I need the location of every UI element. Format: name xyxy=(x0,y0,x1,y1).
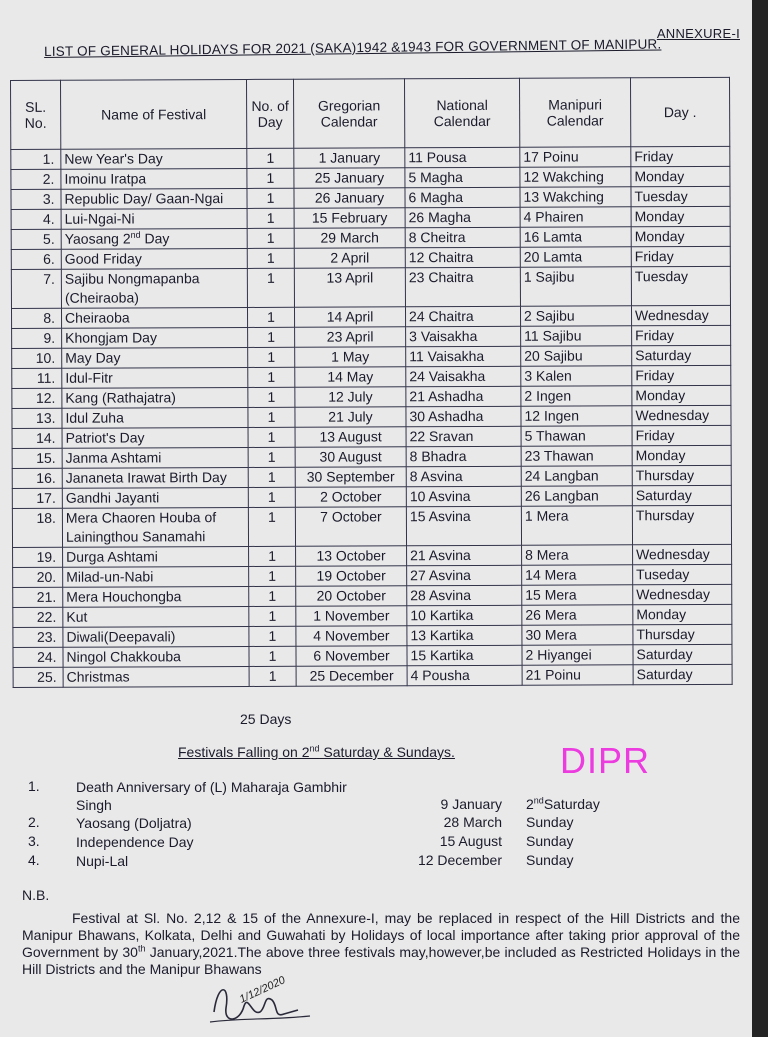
saturday-sunday-list xyxy=(20,778,720,871)
row-manipuri-date: 26 Langban xyxy=(521,486,632,506)
list-item-date: 28 March xyxy=(443,814,502,830)
row-no-of-day: 1 xyxy=(247,148,294,168)
list-item-date: 15 August xyxy=(439,833,502,849)
row-gregorian-date: 25 December xyxy=(296,666,407,686)
row-sl-no: 14. xyxy=(12,428,62,448)
row-no-of-day: 1 xyxy=(247,188,294,208)
header-sl-no: SL. No. xyxy=(11,80,61,149)
row-national-date: 30 Ashadha xyxy=(406,406,521,427)
row-weekday: Thursday xyxy=(632,465,731,485)
row-no-of-day: 1 xyxy=(247,268,294,307)
row-gregorian-date: 13 August xyxy=(295,427,406,447)
row-sl-no: 15. xyxy=(12,448,62,468)
row-no-of-day: 1 xyxy=(247,168,294,188)
row-sl-no: 23. xyxy=(13,627,63,647)
row-gregorian-date: 30 September xyxy=(295,467,406,487)
row-manipuri-date: 8 Mera xyxy=(522,545,633,565)
row-weekday: Wednesday xyxy=(632,405,731,425)
row-no-of-day: 1 xyxy=(248,467,295,487)
row-no-of-day: 1 xyxy=(247,228,294,248)
row-weekday: Friday xyxy=(631,246,730,266)
row-gregorian-date: 26 January xyxy=(294,188,405,208)
row-weekday: Thursday xyxy=(633,624,732,644)
row-national-date: 21 Asvina xyxy=(407,545,522,566)
row-national-date: 22 Sravan xyxy=(406,426,521,447)
row-sl-no: 4. xyxy=(11,209,61,229)
row-no-of-day: 1 xyxy=(247,307,294,327)
row-gregorian-date: 2 April xyxy=(294,248,405,268)
row-national-date: 24 Vaisakha xyxy=(406,366,521,387)
row-sl-no: 21. xyxy=(13,587,63,607)
row-national-date: 24 Chaitra xyxy=(405,306,520,327)
list-item-day: Sunday xyxy=(526,852,574,868)
row-gregorian-date: 13 April xyxy=(294,268,405,307)
row-weekday: Friday xyxy=(632,325,731,345)
header-no-of-day: No. of Day xyxy=(246,79,293,148)
row-sl-no: 20. xyxy=(13,567,63,587)
row-sl-no: 11. xyxy=(12,368,62,388)
row-gregorian-date: 1 November xyxy=(296,606,407,626)
row-no-of-day: 1 xyxy=(249,646,296,666)
row-national-date: 8 Cheitra xyxy=(405,227,520,248)
list-item-day: Sunday xyxy=(526,814,574,830)
list-item xyxy=(20,778,720,814)
header-weekday: Day . xyxy=(630,77,729,146)
row-festival-name: Kut xyxy=(63,606,249,627)
row-manipuri-date: 13 Wakching xyxy=(520,187,631,207)
row-no-of-day: 1 xyxy=(248,487,295,507)
row-festival-name: Christmas xyxy=(63,666,249,687)
list-item-number: 2. xyxy=(28,814,40,830)
row-weekday: Saturday xyxy=(632,485,731,505)
row-national-date: 13 Kartika xyxy=(407,625,522,646)
row-festival-name: Sajibu Nongmapanba (Cheiraoba) xyxy=(61,268,247,308)
list-item-name: Independence Day xyxy=(76,834,194,850)
row-festival-name: Gandhi Jayanti xyxy=(62,487,248,508)
row-manipuri-date: 17 Poinu xyxy=(520,147,631,167)
row-no-of-day: 1 xyxy=(248,507,295,546)
list-item-day: 2ndSaturday xyxy=(526,795,600,812)
row-weekday: Friday xyxy=(631,146,730,166)
row-national-date: 11 Pousa xyxy=(405,147,520,168)
row-national-date: 21 Ashadha xyxy=(406,386,521,407)
row-sl-no: 25. xyxy=(13,667,63,687)
row-gregorian-date: 15 February xyxy=(294,208,405,228)
row-no-of-day: 1 xyxy=(249,666,296,686)
row-no-of-day: 1 xyxy=(248,407,295,427)
row-weekday: Saturday xyxy=(633,664,732,684)
list-item-number: 3. xyxy=(28,833,40,849)
row-festival-name: Jananeta Irawat Birth Day xyxy=(62,467,248,488)
row-weekday: Monday xyxy=(631,226,730,246)
row-no-of-day: 1 xyxy=(249,586,296,606)
nb-label: N.B. xyxy=(22,887,50,903)
row-no-of-day: 1 xyxy=(248,447,295,467)
row-no-of-day: 1 xyxy=(248,387,295,407)
row-national-date: 8 Bhadra xyxy=(406,446,521,467)
row-weekday: Tuesday xyxy=(631,266,730,305)
row-festival-name: Republic Day/ Gaan-Ngai xyxy=(61,188,247,209)
row-no-of-day: 1 xyxy=(248,347,295,367)
header-manipuri: Manipuri Calendar xyxy=(519,78,630,147)
row-manipuri-date: 20 Lamta xyxy=(520,247,631,267)
table-body xyxy=(11,146,732,687)
row-national-date: 23 Chaitra xyxy=(405,267,520,307)
row-national-date: 8 Asvina xyxy=(406,466,521,487)
document-title: LIST OF GENERAL HOLIDAYS FOR 2021 (SAKA)1942 &1943 FOR GOVERNMENT OF MANIPUR. xyxy=(44,36,662,59)
row-national-date: 6 Magha xyxy=(405,187,520,208)
row-sl-no: 12. xyxy=(12,388,62,408)
row-manipuri-date: 30 Mera xyxy=(522,625,633,645)
signature-date: 1/12/2020 xyxy=(237,974,288,1006)
header-gregorian: Gregorian Calendar xyxy=(293,79,404,148)
row-festival-name: New Year's Day xyxy=(61,148,247,169)
row-festival-name: Imoinu Iratpa xyxy=(61,168,247,189)
row-sl-no: 24. xyxy=(13,647,63,667)
row-no-of-day: 1 xyxy=(249,566,296,586)
row-national-date: 5 Magha xyxy=(405,167,520,188)
row-no-of-day: 1 xyxy=(249,546,296,566)
holiday-table xyxy=(10,77,733,688)
row-festival-name: Janma Ashtami xyxy=(62,447,248,468)
row-no-of-day: 1 xyxy=(248,427,295,447)
row-festival-name: Lui-Ngai-Ni xyxy=(61,208,247,229)
row-weekday: Saturday xyxy=(633,644,732,664)
row-manipuri-date: 24 Langban xyxy=(521,466,632,486)
row-manipuri-date: 15 Mera xyxy=(522,585,633,605)
list-item-day: Sunday xyxy=(526,833,574,849)
table-row xyxy=(11,266,730,308)
row-weekday: Thursday xyxy=(632,505,731,544)
list-item-date: 9 January xyxy=(440,796,502,812)
row-weekday: Saturday xyxy=(632,345,731,365)
row-festival-name: Durga Ashtami xyxy=(63,546,249,567)
row-sl-no: 22. xyxy=(13,607,63,627)
row-manipuri-date: 21 Poinu xyxy=(522,665,633,685)
row-national-date: 4 Pousha xyxy=(407,665,522,686)
table-row xyxy=(13,664,732,687)
row-weekday: Monday xyxy=(631,166,730,186)
list-item xyxy=(20,833,720,852)
list-item-name: Yaosang (Doljatra) xyxy=(76,815,192,831)
row-gregorian-date: 2 October xyxy=(295,487,406,507)
row-manipuri-date: 11 Sajibu xyxy=(521,326,632,346)
row-no-of-day: 1 xyxy=(248,367,295,387)
row-manipuri-date: 12 Ingen xyxy=(521,406,632,426)
row-manipuri-date: 16 Lamta xyxy=(520,227,631,247)
row-gregorian-date: 20 October xyxy=(296,586,407,606)
row-gregorian-date: 25 January xyxy=(294,168,405,188)
row-weekday: Wednesday xyxy=(631,305,730,325)
row-gregorian-date: 4 November xyxy=(296,626,407,646)
row-national-date: 26 Magha xyxy=(405,207,520,228)
row-gregorian-date: 1 May xyxy=(295,347,406,367)
saturday-sunday-heading: Festivals Falling on 2nd Saturday & Sundays. xyxy=(178,743,455,760)
row-festival-name: Milad-un-Nabi xyxy=(63,566,249,587)
row-weekday: Tuseday xyxy=(633,564,732,584)
row-sl-no: 2. xyxy=(11,169,61,189)
row-gregorian-date: 6 November xyxy=(296,646,407,666)
row-national-date: 15 Asvina xyxy=(406,506,521,546)
row-sl-no: 3. xyxy=(11,189,61,209)
row-weekday: Friday xyxy=(632,365,731,385)
row-festival-name: Patriot's Day xyxy=(62,427,248,448)
header-festival-name: Name of Festival xyxy=(61,79,247,149)
row-festival-name: May Day xyxy=(62,347,248,368)
row-gregorian-date: 12 July xyxy=(295,387,406,407)
row-sl-no: 16. xyxy=(12,468,62,488)
row-gregorian-date: 7 October xyxy=(295,507,406,546)
row-weekday: Monday xyxy=(632,445,731,465)
row-weekday: Friday xyxy=(632,425,731,445)
row-festival-name: Good Friday xyxy=(61,248,247,269)
row-gregorian-date: 29 March xyxy=(294,228,405,248)
list-item-date: 12 December xyxy=(417,852,502,868)
row-festival-name: Cheiraoba xyxy=(61,307,247,328)
row-manipuri-date: 5 Thawan xyxy=(521,426,632,446)
row-national-date: 3 Vaisakha xyxy=(406,326,521,347)
row-gregorian-date: 1 January xyxy=(294,148,405,168)
row-sl-no: 19. xyxy=(13,547,63,567)
row-weekday: Tuesday xyxy=(631,186,730,206)
row-manipuri-date: 26 Mera xyxy=(522,605,633,625)
note-paragraph: Festival at Sl. No. 2,12 & 15 of the Annexure-I, may be replaced in respect of the Hill Districts and the Manipur Bhawans, Kolkata, Delhi and Guwahati by Holidays of local importance after taking prior approval of the Government by 30th January,2021.The above three festivals may,however,be included as Restricted Holidays in the Hill Districts and the Manipur Bhawans xyxy=(22,910,741,977)
row-national-date: 10 Asvina xyxy=(406,486,521,507)
table-row xyxy=(12,505,731,547)
row-festival-name: Yaosang 2nd Day xyxy=(61,228,247,249)
row-manipuri-date: 2 Ingen xyxy=(521,386,632,406)
row-festival-name: Mera Houchongba xyxy=(63,586,249,607)
row-sl-no: 6. xyxy=(11,249,61,269)
row-sl-no: 13. xyxy=(12,408,62,428)
row-no-of-day: 1 xyxy=(247,248,294,268)
row-festival-name: Idul-Fitr xyxy=(62,367,248,388)
row-sl-no: 8. xyxy=(11,308,61,328)
row-sl-no: 9. xyxy=(12,328,62,348)
list-item-number: 1. xyxy=(28,778,40,794)
list-item-number: 4. xyxy=(28,852,40,868)
row-national-date: 11 Vaisakha xyxy=(406,346,521,367)
row-manipuri-date: 4 Phairen xyxy=(520,207,631,227)
row-weekday: Wednesday xyxy=(633,584,732,604)
row-no-of-day: 1 xyxy=(248,327,295,347)
row-gregorian-date: 21 July xyxy=(295,407,406,427)
list-item xyxy=(20,814,720,833)
row-manipuri-date: 12 Wakching xyxy=(520,167,631,187)
table-header-row xyxy=(11,77,730,149)
row-sl-no: 7. xyxy=(11,269,61,308)
row-manipuri-date: 20 Sajibu xyxy=(521,346,632,366)
list-item-name: Nupi-Lal xyxy=(76,853,129,869)
row-national-date: 27 Asvina xyxy=(407,565,522,586)
row-sl-no: 10. xyxy=(12,348,62,368)
row-manipuri-date: 3 Kalen xyxy=(521,366,632,386)
dipr-watermark: DIPR xyxy=(560,740,651,781)
row-gregorian-date: 14 May xyxy=(295,367,406,387)
header-national: National Calendar xyxy=(404,78,519,148)
row-sl-no: 17. xyxy=(12,488,62,508)
row-manipuri-date: 14 Mera xyxy=(522,565,633,585)
total-days: 25 Days xyxy=(240,711,292,727)
row-no-of-day: 1 xyxy=(247,208,294,228)
list-item xyxy=(20,852,720,871)
row-no-of-day: 1 xyxy=(249,626,296,646)
row-festival-name: Idul Zuha xyxy=(62,407,248,428)
row-weekday: Monday xyxy=(631,206,730,226)
row-sl-no: 18. xyxy=(12,508,62,547)
row-weekday: Wednesday xyxy=(633,544,732,564)
row-weekday: Monday xyxy=(633,604,732,624)
row-no-of-day: 1 xyxy=(249,606,296,626)
row-gregorian-date: 19 October xyxy=(296,566,407,586)
row-manipuri-date: 1 Mera xyxy=(521,506,632,545)
list-item-name: Death Anniversary of (L) Maharaja Gambhir Singh xyxy=(76,779,347,813)
row-national-date: 28 Asvina xyxy=(407,585,522,606)
row-gregorian-date: 14 April xyxy=(294,307,405,327)
row-gregorian-date: 30 August xyxy=(295,447,406,467)
row-manipuri-date: 2 Hiyangei xyxy=(522,645,633,665)
row-gregorian-date: 13 October xyxy=(296,546,407,566)
annexure-label: ANNEXURE-I xyxy=(656,26,740,41)
row-weekday: Monday xyxy=(632,385,731,405)
row-manipuri-date: 23 Thawan xyxy=(521,446,632,466)
row-festival-name: Kang (Rathajatra) xyxy=(62,387,248,408)
row-gregorian-date: 23 April xyxy=(295,327,406,347)
row-manipuri-date: 2 Sajibu xyxy=(520,306,631,326)
row-manipuri-date: 1 Sajibu xyxy=(520,267,631,306)
row-national-date: 12 Chaitra xyxy=(405,247,520,268)
row-festival-name: Mera Chaoren Houba of Lainingthou Sanamahi xyxy=(62,507,248,547)
row-national-date: 10 Kartika xyxy=(407,605,522,626)
row-festival-name: Ningol Chakkouba xyxy=(63,646,249,667)
row-festival-name: Diwali(Deepavali) xyxy=(63,626,249,647)
row-sl-no: 5. xyxy=(11,229,61,249)
photo-edge xyxy=(752,0,768,1037)
row-sl-no: 1. xyxy=(11,149,61,169)
row-national-date: 15 Kartika xyxy=(407,645,522,666)
row-festival-name: Khongjam Day xyxy=(62,327,248,348)
